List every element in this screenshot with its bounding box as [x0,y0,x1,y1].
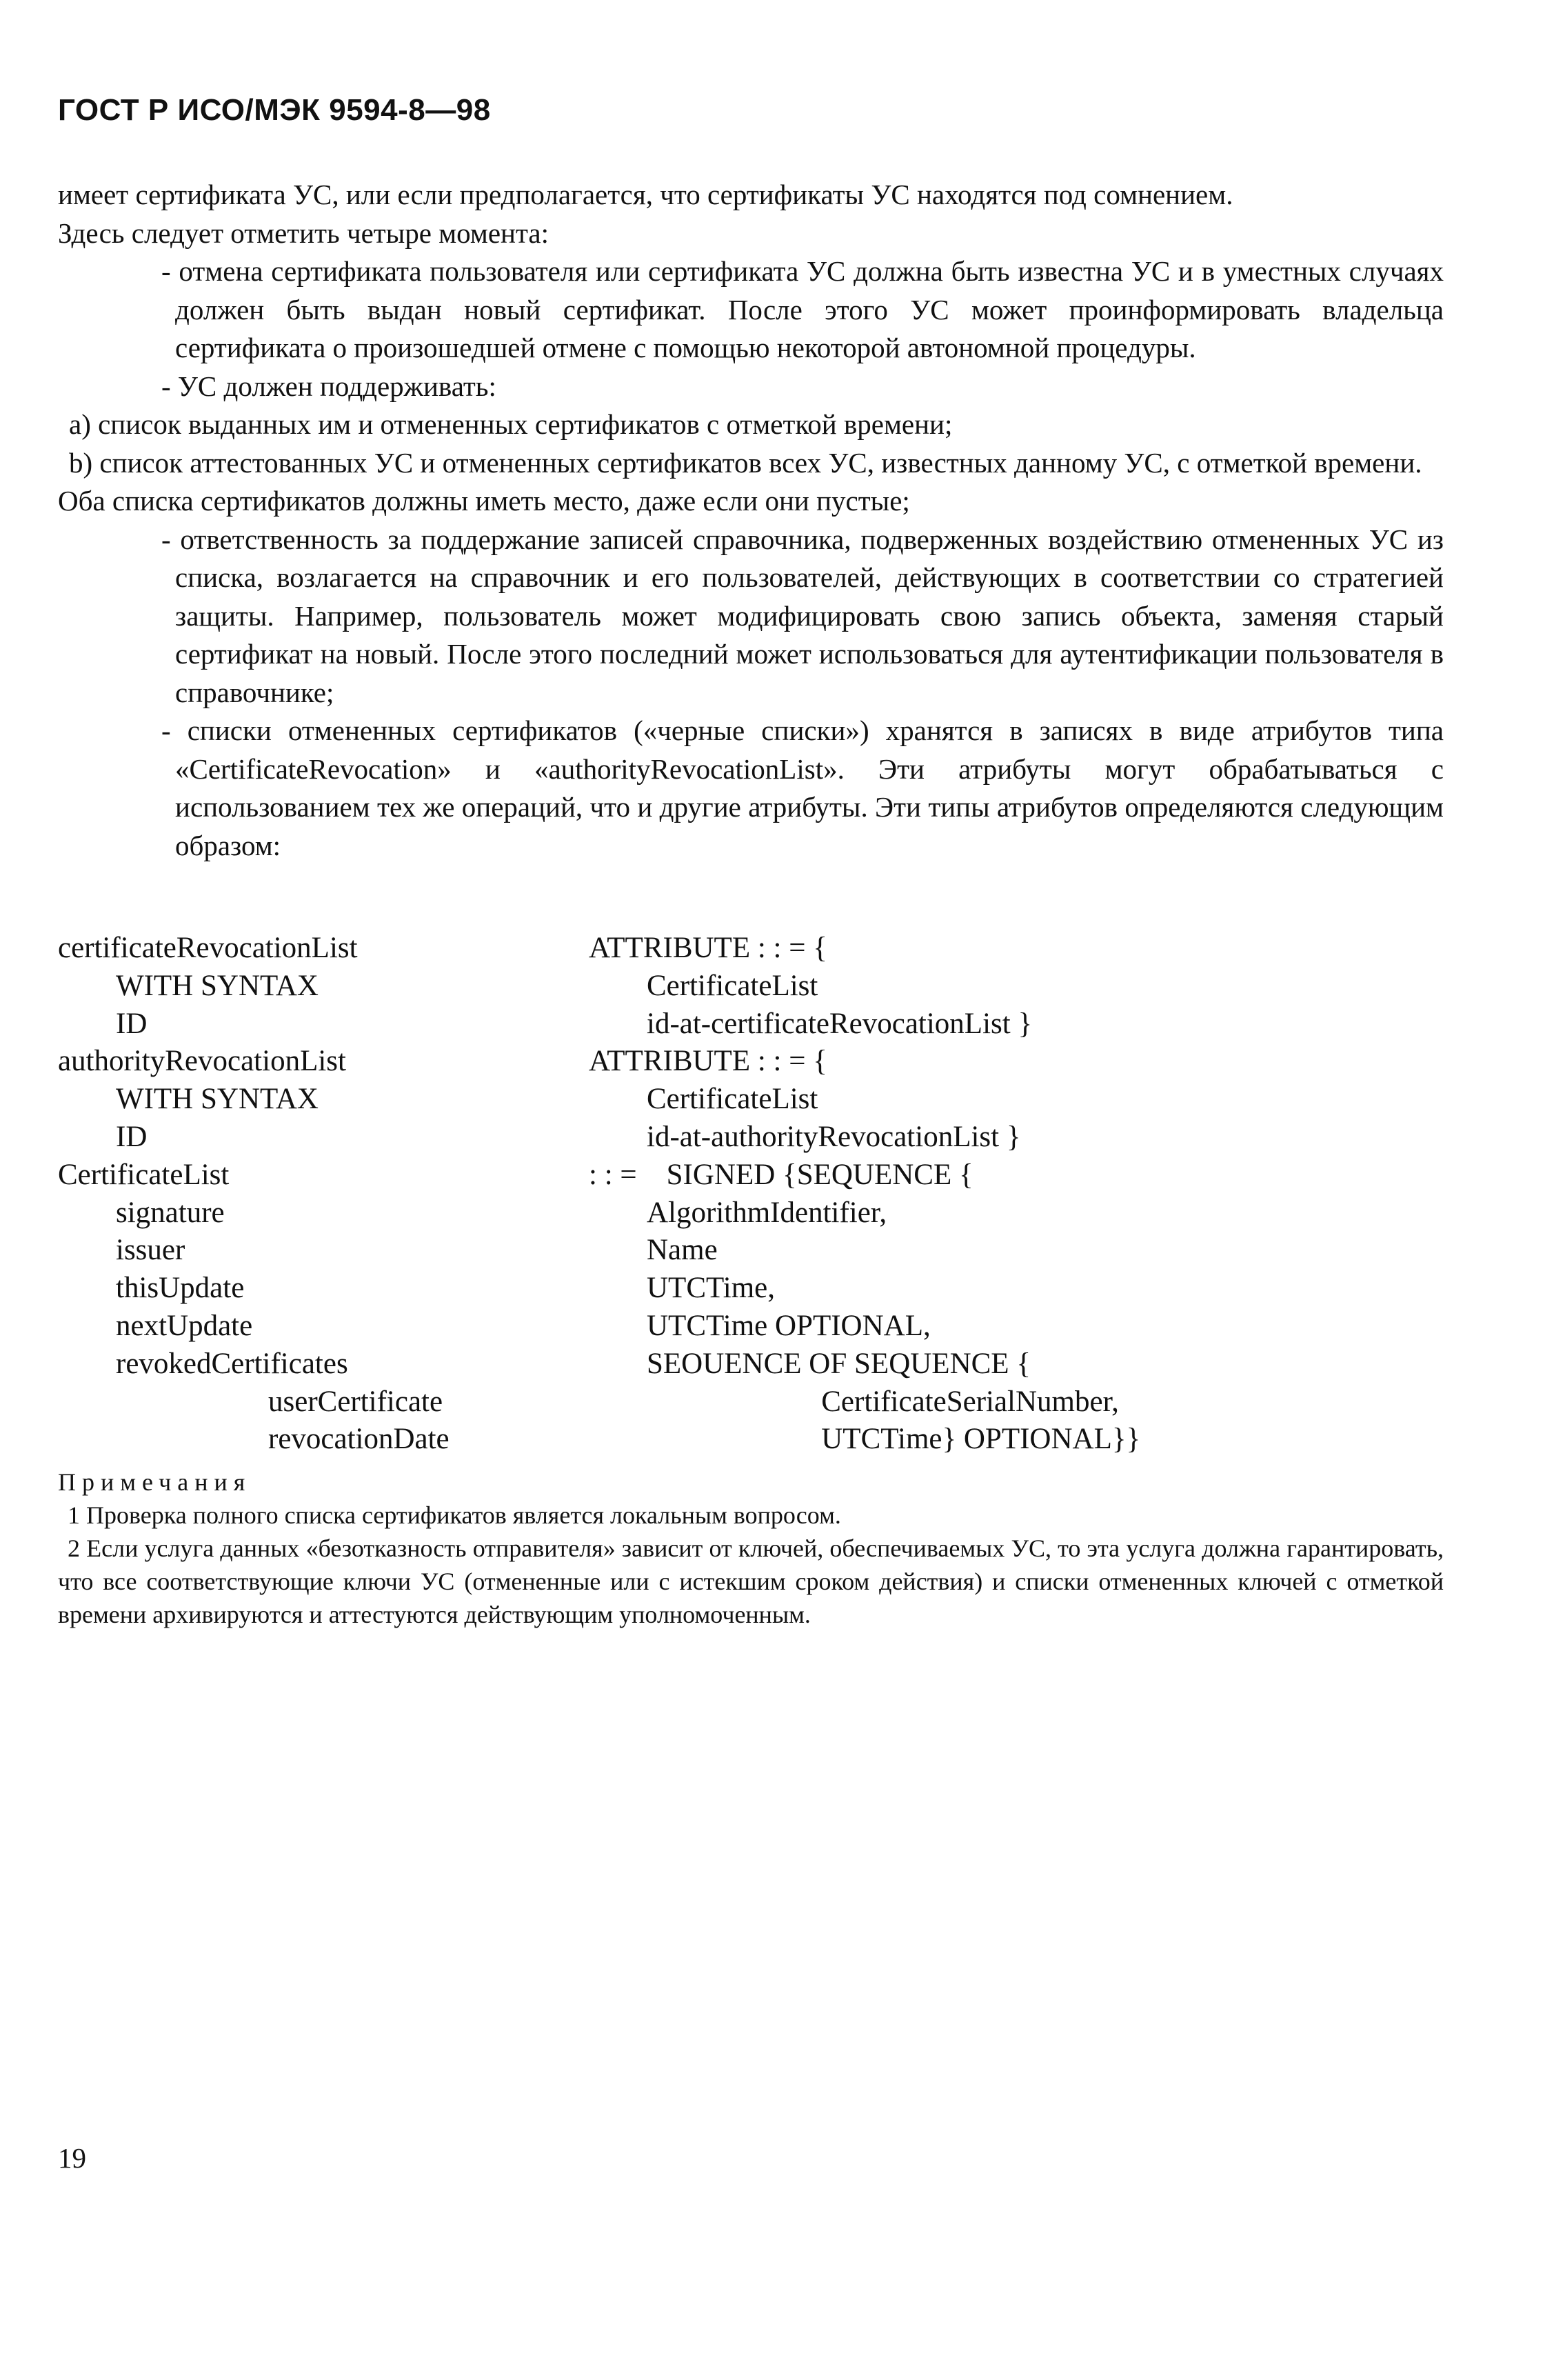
asn1-row [58,1270,1444,1308]
asn1-field-type: AlgorithmIdentifier, [647,1196,887,1229]
intro-line-2: Здесь следует отметить четыре момента: [58,217,549,249]
asn1-row [58,1157,1444,1194]
asn1-row [58,1308,1444,1346]
document-body [58,176,1444,865]
asn1-field-type: SEOUENCE OF SEQUENCE { [647,1347,1031,1380]
asn1-field-type: UTCTime} OPTIONAL}} [799,1423,1141,1456]
asn1-field-type: id-at-authorityRevocationList } [647,1120,1021,1153]
asn1-field-name: certificateRevocationList [58,932,358,964]
note-1: 1 Проверка полного списка сертификатов является локальным вопросом. [68,1501,841,1529]
asn1-field-name: WITH SYNTAX [116,969,319,1002]
document-header: ГОСТ Р ИСО/МЭК 9594-8—98 [58,93,491,127]
bullet-blacklists: - списки отмененных сертификатов («черные списки») хранятся в записях в виде атрибутов типа «CertificateRevocation» и «authorityRevocationList». Эти атрибуты могут обрабатываться с использованием тех же операций, что и другие атрибуты. Эти типы атрибутов определяются следующим образом: [161,714,1444,861]
asn1-field-name: issuer [116,1234,185,1267]
asn1-field-name: ID [116,1007,148,1040]
notes-section [58,1466,1444,1631]
asn1-field-type: CertificateList [647,969,818,1002]
asn1-field-type: CertificateList [647,1083,818,1116]
asn1-row [58,1081,1444,1119]
asn1-field-name: ID [116,1120,148,1153]
asn1-field-name: thisUpdate [116,1272,245,1305]
asn1-row [58,1421,1444,1459]
asn1-field-name: CertificateList [58,1158,230,1191]
asn1-field-name: signature [116,1196,225,1229]
list-item-b: b) список аттестованных УС и отмененных сертификатов всех УС, известных данному УС, с отметкой времени. [69,446,1422,479]
bullet-revocation: - отмена сертификата пользователя или сертификата УС должна быть известна УС и в уместных случаях должен быть выдан новый сертификат. После этого УС может проинформировать владельца сертификата о произошедшей отмене с помощью некоторой автономной процедуры. [161,255,1444,363]
asn1-definition-block [58,930,1444,1459]
asn1-row [58,1346,1444,1383]
asn1-field-type: UTCTime OPTIONAL, [647,1309,931,1342]
asn1-row [58,1119,1444,1157]
asn1-row [58,1232,1444,1270]
asn1-field-type: Name [647,1234,718,1267]
asn1-field-type: ATTRIBUTE : : = { [589,1045,827,1078]
asn1-field-type: : : = SIGNED {SEQUENCE { [589,1158,973,1191]
asn1-field-type: CertificateSerialNumber, [799,1385,1119,1418]
asn1-field-name: WITH SYNTAX [116,1083,319,1116]
bullet-responsibility: - ответственность за поддержание записей справочника, подверженных воздействию отмененных УС из списка, возлагается на справочник и его пользователей, действующих в соответствии со стратегией защиты. Например, пользователь может модифицировать свою запись объекта, заменяя старый сертификат на новый. После этого последний может использоваться для аутентификации пользователя в справочнике; [161,523,1444,708]
notes-title: Примечания [58,1468,252,1496]
asn1-row [58,1043,1444,1081]
asn1-field-name: revocationDate [268,1423,450,1456]
asn1-field-name: revokedCertificates [116,1347,348,1380]
asn1-row [58,1006,1444,1043]
bullet-ca-maintain: - УС должен поддерживать: [161,370,496,402]
intro-line-1: имеет сертификата УС, или если предполагается, что сертификаты УС находятся под сомнением. [58,179,1233,210]
list-item-a: a) список выданных им и отмененных сертификатов с отметкой времени; [69,408,953,440]
asn1-field-name: nextUpdate [116,1309,253,1342]
asn1-field-type: ATTRIBUTE : : = { [589,932,827,964]
asn1-row [58,1194,1444,1232]
asn1-row [58,968,1444,1006]
asn1-row [58,1383,1444,1421]
page-number: 19 [58,2142,86,2174]
asn1-field-type: UTCTime, [647,1272,775,1305]
asn1-field-name: userCertificate [268,1385,443,1418]
asn1-field-name: authorityRevocationList [58,1045,346,1078]
asn1-field-type: id-at-certificateRevocationList } [647,1007,1033,1040]
after-list-text: Оба списка сертификатов должны иметь место, даже если они пустые; [58,485,910,517]
asn1-row [58,930,1444,968]
note-2: 2 Если услуга данных «безотказность отправителя» зависит от ключей, обеспечиваемых УС, то эта услуга должна гарантировать, что все соответствующие ключи УС (отмененные или с истекшим сроком действия) и списки отмененных ключей с отметкой времени архивируются и аттестуются действующим уполномоченным. [58,1534,1444,1628]
